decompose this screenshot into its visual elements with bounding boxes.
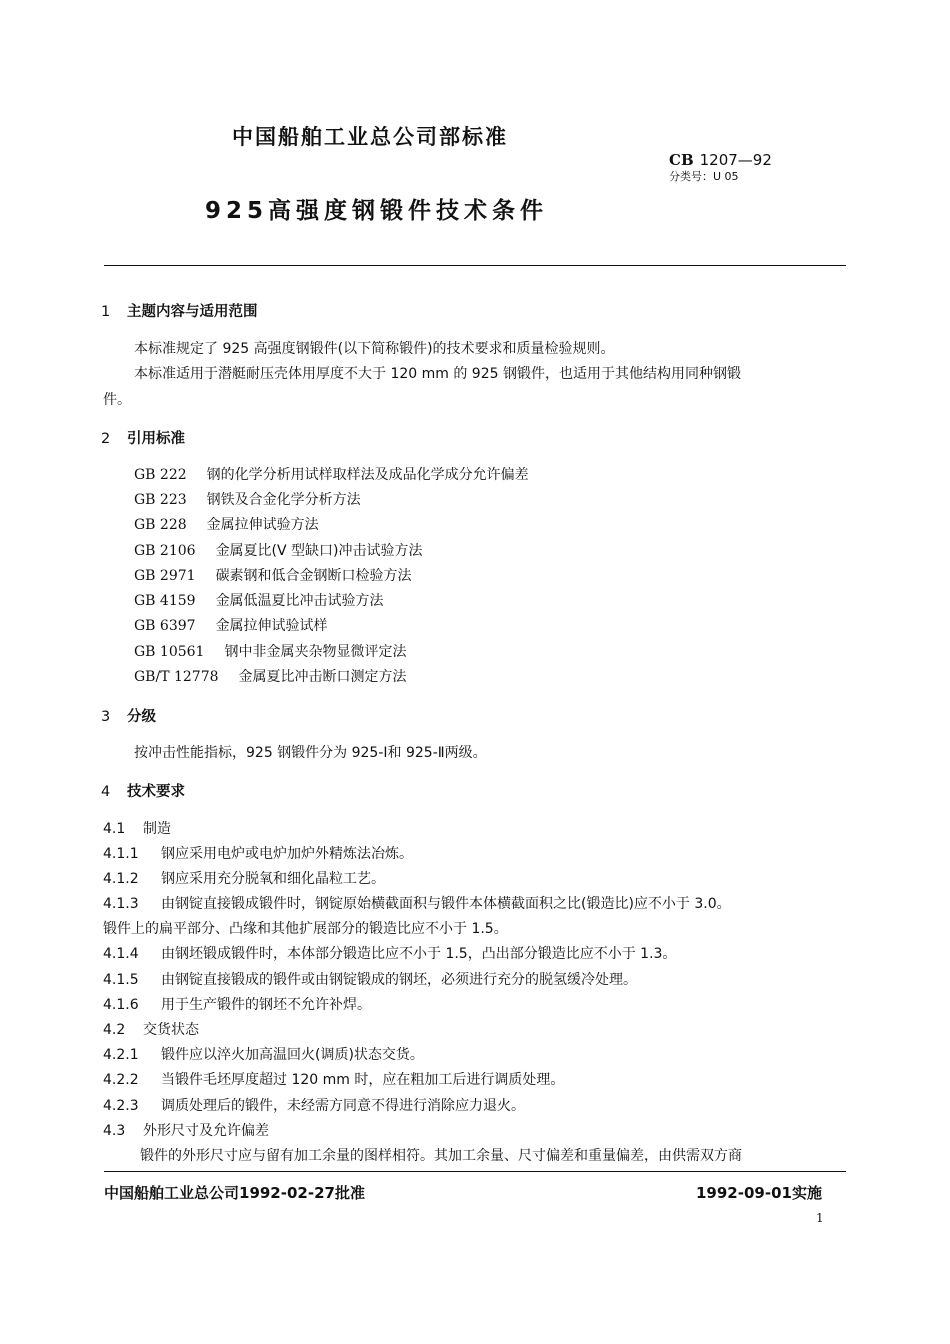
reference-item: GB 2106 金属夏比(V 型缺口)冲击试验方法 bbox=[134, 543, 423, 559]
clause-item: 4.1.5 由钢锭直接锻成的锻件或由钢锭锻成的钢坯，必须进行充分的脱氢缓冷处理。 bbox=[103, 972, 637, 988]
paragraph: 按冲击性能指标，925 钢锻件分为 925-Ⅰ和 925-Ⅱ两级。 bbox=[134, 745, 487, 761]
clause-item: 4.3 外形尺寸及允许偏差 bbox=[103, 1123, 269, 1139]
paragraph: 本标准适用于潜艇耐压壳体用厚度不大于 120 mm 的 925 钢锻件，也适用于其他结构用同种钢锻 bbox=[134, 366, 741, 382]
reference-item: GB 2971 碳素钢和低合金钢断口检验方法 bbox=[134, 568, 412, 584]
standard-number bbox=[669, 151, 772, 169]
reference-item: GB 10561 钢中非金属夹杂物显微评定法 bbox=[134, 644, 407, 660]
section-heading-2: 2 引用标准 bbox=[101, 431, 185, 447]
reference-item: GB 228 金属拉伸试验方法 bbox=[134, 517, 319, 533]
clause-item: 4.1.2 钢应采用充分脱氧和细化晶粒工艺。 bbox=[103, 871, 385, 887]
standard-prefix: CB bbox=[669, 151, 694, 169]
clause-item: 4.2.3 调质处理后的锻件，未经需方同意不得进行消除应力退火。 bbox=[103, 1098, 525, 1114]
standard-number-value: 1207—92 bbox=[699, 151, 772, 169]
classification-number: 分类号：U 05 bbox=[669, 170, 739, 183]
clause-item: 4.1 制造 bbox=[103, 821, 171, 837]
clause-item: 4.2.1 锻件应以淬火加高温回火(调质)状态交货。 bbox=[103, 1047, 424, 1063]
clause-item: 4.1.4 由钢坯锻成锻件时，本体部分锻造比应不小于 1.5，凸出部分锻造比应不小于 1.3。 bbox=[103, 946, 677, 962]
page-number: 1 bbox=[816, 1211, 824, 1225]
paragraph: 锻件的外形尺寸应与留有加工余量的图样相符。其加工余量、尺寸偏差和重量偏差，由供需双方商 bbox=[140, 1148, 742, 1164]
section-heading-1: 1 主题内容与适用范围 bbox=[101, 304, 258, 320]
paragraph: 本标准规定了 925 高强度钢锻件(以下简称锻件)的技术要求和质量检验规则。 bbox=[134, 341, 615, 357]
clause-item: 4.1.1 钢应采用电炉或电炉加炉外精炼法冶炼。 bbox=[103, 846, 413, 862]
clause-item-continuation: 锻件上的扁平部分、凸缘和其他扩展部分的锻造比应不小于 1.5。 bbox=[103, 921, 508, 937]
header-divider bbox=[104, 265, 846, 266]
clause-item: 4.1.3 由钢锭直接锻成锻件时，钢锭原始横截面积与锻件本体横截面积之比(锻造比)应不小于 3.0。 bbox=[103, 896, 731, 912]
clause-item: 4.1.6 用于生产锻件的钢坯不允许补焊。 bbox=[103, 997, 371, 1013]
reference-item: GB 6397 金属拉伸试验试样 bbox=[134, 618, 328, 634]
reference-item: GB 4159 金属低温夏比冲击试验方法 bbox=[134, 593, 384, 609]
document-title: 925高强度钢锻件技术条件 bbox=[205, 198, 549, 224]
section-heading-4: 4 技术要求 bbox=[101, 784, 185, 800]
approval-line: 中国船舶工业总公司1992-02-27批准 bbox=[104, 1184, 365, 1202]
footer-divider bbox=[104, 1171, 846, 1172]
section-heading-3: 3 分级 bbox=[101, 709, 156, 725]
effective-date: 1992-09-01实施 bbox=[696, 1184, 822, 1202]
reference-item: GB 223 钢铁及合金化学分析方法 bbox=[134, 492, 361, 508]
paragraph-continuation: 件。 bbox=[103, 392, 131, 408]
reference-item: GB 222 钢的化学分析用试样取样法及成品化学成分允许偏差 bbox=[134, 467, 529, 483]
reference-item: GB/T 12778 金属夏比冲击断口测定方法 bbox=[134, 669, 407, 685]
clause-item: 4.2 交货状态 bbox=[103, 1022, 199, 1038]
issuing-organization: 中国船舶工业总公司部标准 bbox=[232, 125, 508, 149]
clause-item: 4.2.2 当锻件毛坯厚度超过 120 mm 时，应在粗加工后进行调质处理。 bbox=[103, 1072, 565, 1088]
